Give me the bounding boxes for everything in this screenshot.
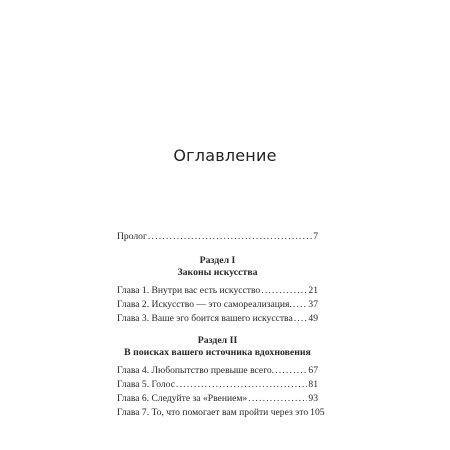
toc-entry-chapter-5 — [117, 378, 318, 392]
entry-label: Глава 1. Внутри вас есть искусство — [117, 285, 261, 296]
entry-page: 7 — [313, 231, 318, 242]
dot-leader — [293, 298, 308, 312]
entry-label: Глава 4. Любопытство превыше всего. — [117, 365, 275, 376]
page-title: Оглавление — [173, 146, 277, 165]
entry-page: 67 — [308, 365, 318, 376]
dot-leader — [148, 230, 312, 244]
toc-entry-chapter-1 — [117, 284, 318, 298]
entry-page: 105 — [310, 407, 325, 418]
entry-label: Глава 6. Следуйте за «Рвением» — [117, 393, 248, 404]
entry-label: Глава 3. Ваше эго боится вашего искусства — [117, 313, 293, 324]
entry-page: 49 — [308, 313, 318, 324]
dot-leader — [294, 312, 308, 326]
toc-entry-chapter-3 — [117, 312, 318, 326]
entry-page: 37 — [308, 299, 318, 310]
entry-page: 81 — [308, 379, 318, 390]
section-title: Законы искусства — [177, 267, 258, 278]
entry-label: Глава 7. То, что помогает вам пройти через это — [117, 407, 309, 418]
section-number: Раздел I — [199, 255, 236, 266]
toc-entry-chapter-2 — [117, 298, 318, 312]
dot-leader — [176, 378, 307, 392]
table-of-contents — [117, 230, 325, 420]
section-heading-1 — [117, 255, 318, 279]
toc-entry-prolog — [117, 230, 318, 244]
dot-leader — [261, 284, 307, 298]
toc-entry-chapter-6 — [117, 392, 318, 406]
entry-page: 21 — [308, 285, 318, 296]
dot-leader — [248, 392, 307, 406]
entry-label: Глава 5. Голос — [117, 379, 175, 390]
section-heading-2 — [117, 335, 318, 359]
entry-label: Глава 2. Искусство — это самореализация. — [117, 299, 292, 310]
toc-entry-chapter-7 — [117, 406, 325, 420]
dot-leader — [275, 364, 307, 378]
entry-page: 93 — [308, 393, 318, 404]
entry-label: Пролог — [117, 231, 147, 242]
section-number: Раздел II — [197, 335, 238, 346]
section-title: В поисках вашего источника вдохновения — [124, 347, 311, 358]
toc-entry-chapter-4 — [117, 364, 318, 378]
